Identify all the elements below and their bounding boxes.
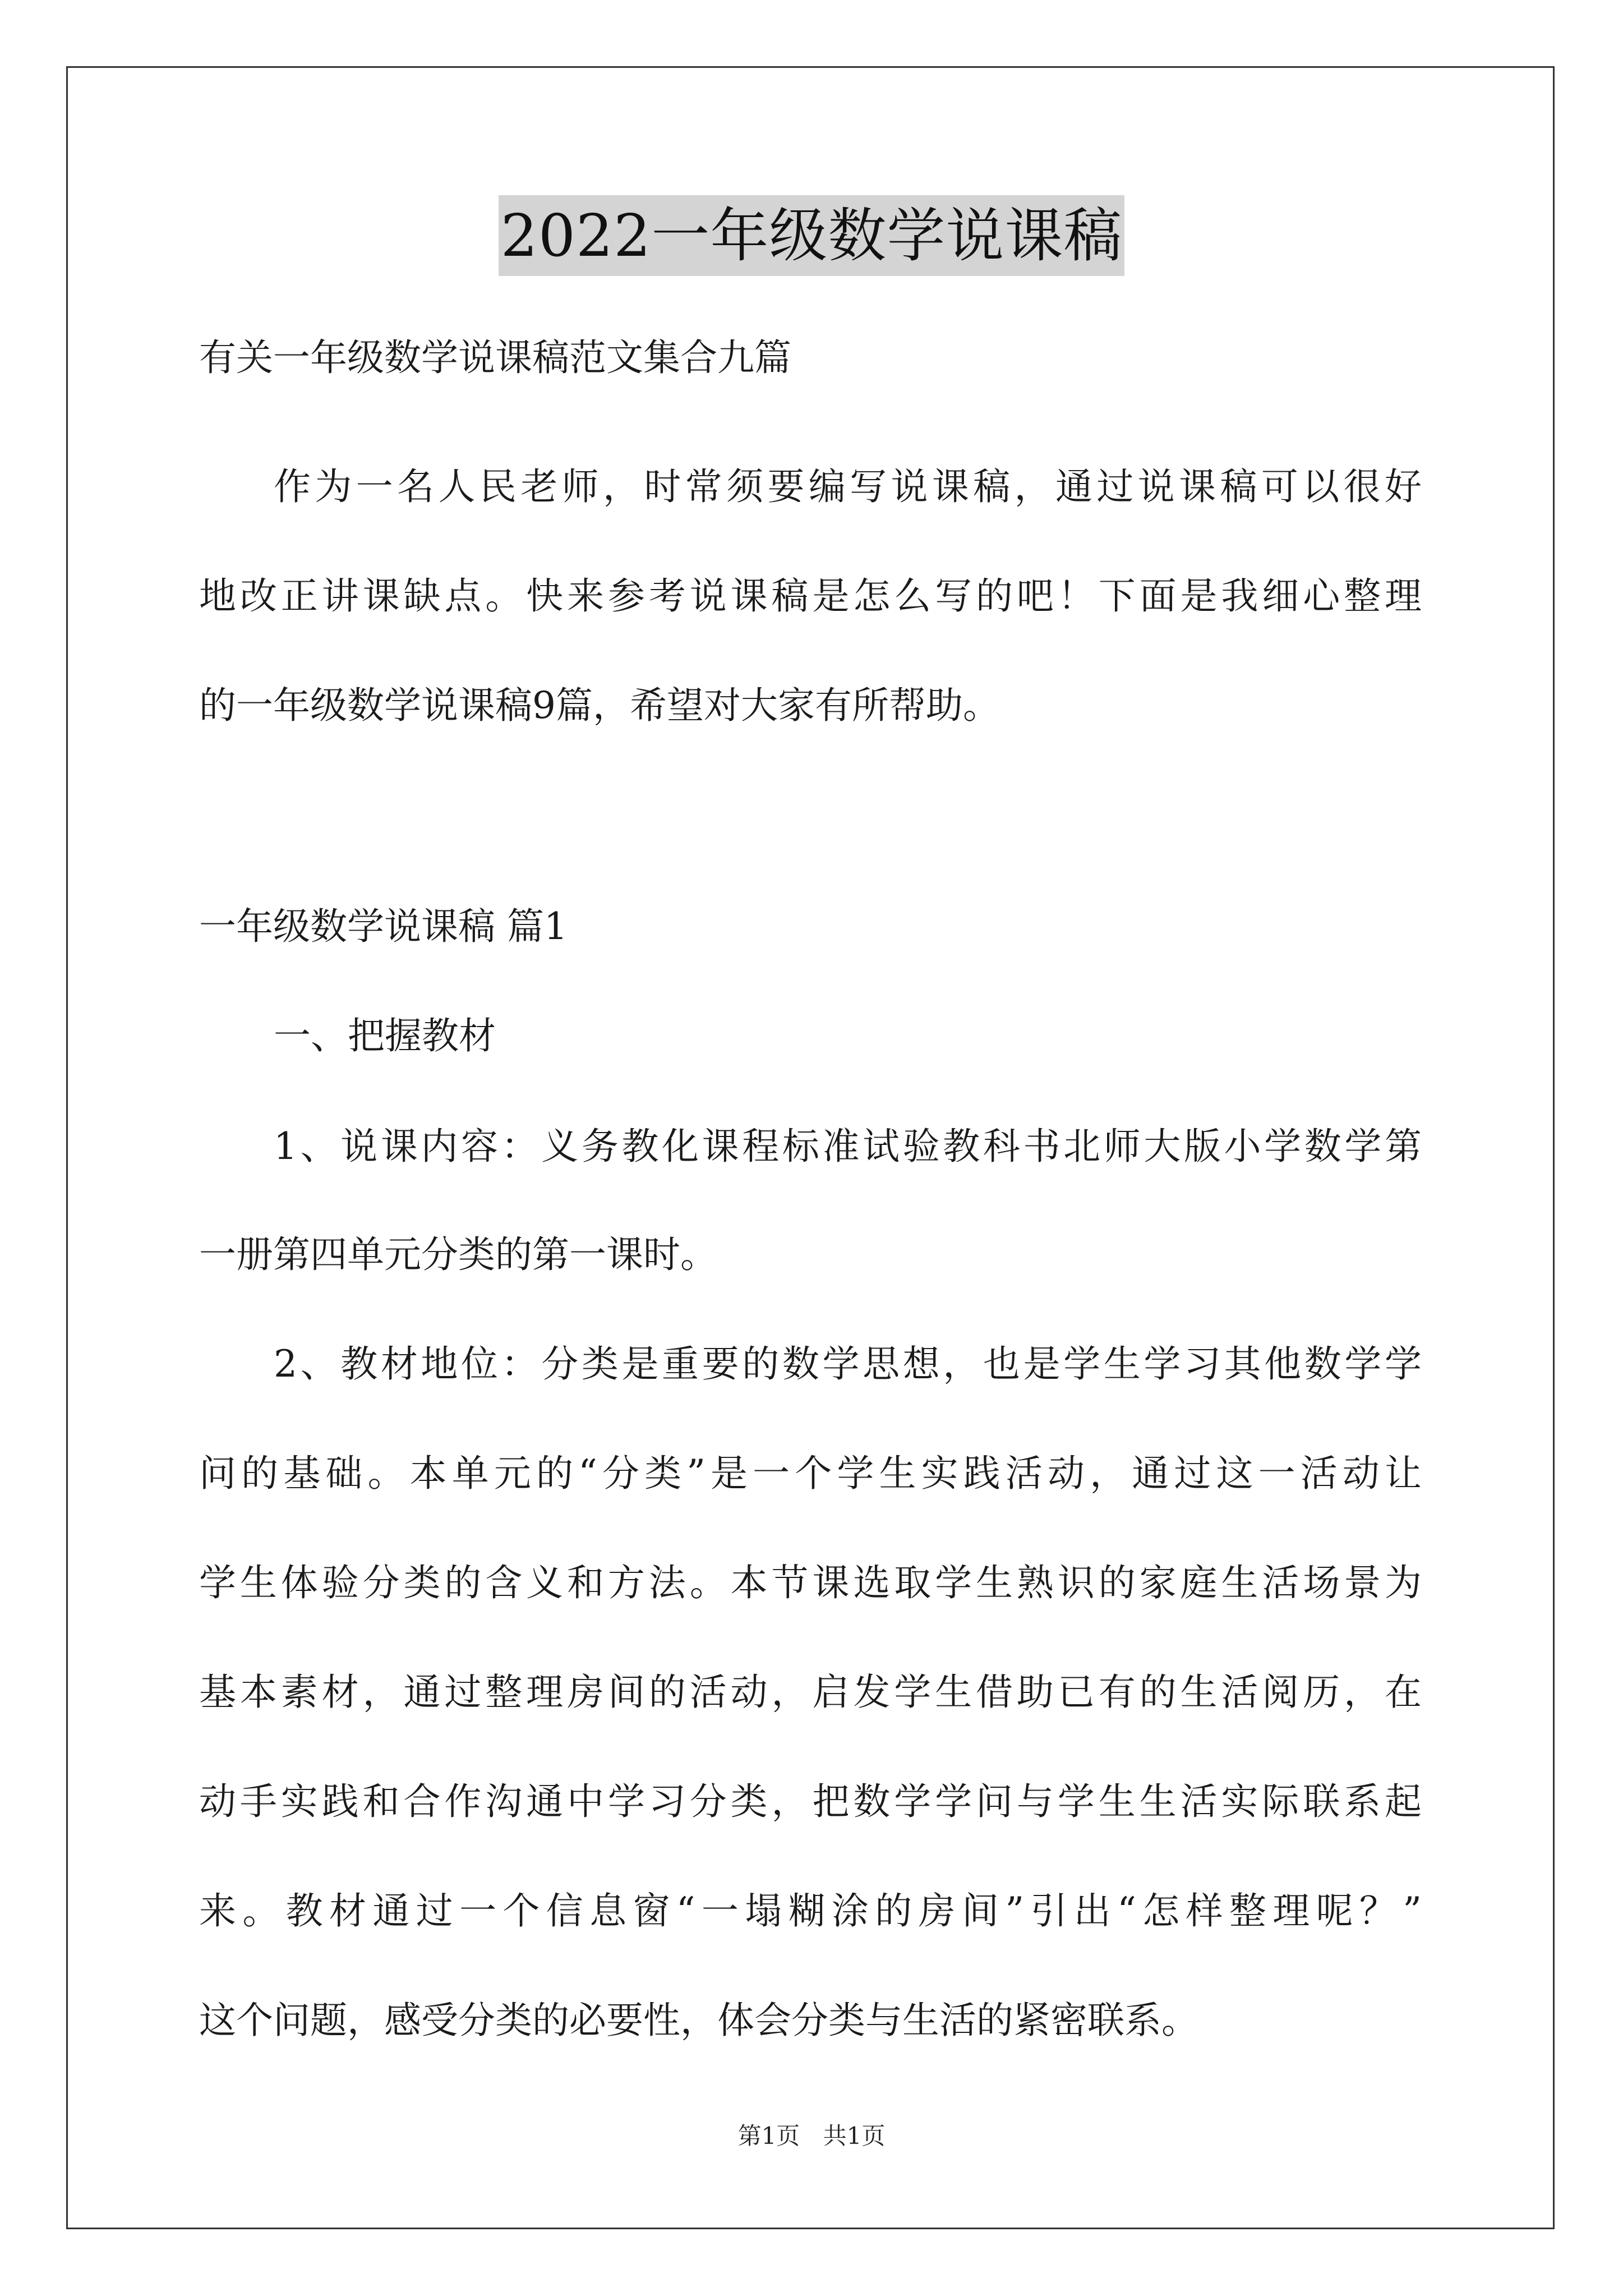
item2-line-5: 动手实践和合作沟通中学习分类，把数学学问与学生生活实际联系起 bbox=[199, 1780, 1422, 1823]
part-heading: 一、把握教材 bbox=[274, 1014, 496, 1057]
page-total: 共1页 bbox=[823, 2122, 886, 2150]
item1-line-1: 1、说课内容：义务教化课程标准试验教科书北师大版小学数学第 bbox=[274, 1125, 1422, 1168]
document-title: 2022一年级数学说课稿 bbox=[499, 195, 1125, 276]
item2-line-4: 基本素材，通过整理房间的活动，启发学生借助已有的生活阅历，在 bbox=[199, 1671, 1422, 1714]
page-number: 第1页 bbox=[737, 2122, 800, 2150]
item2-line-1: 2、教材地位：分类是重要的数学思想，也是学生学习其他数学学 bbox=[274, 1342, 1422, 1386]
page-footer bbox=[0, 2120, 1623, 2152]
item1-line-2: 一册第四单元分类的第一课时。 bbox=[199, 1233, 717, 1276]
item2-line-6: 来。教材通过一个信息窗“一塌糊涂的房间”引出“怎样整理呢？” bbox=[199, 1889, 1422, 1932]
section-heading: 一年级数学说课稿 篇1 bbox=[199, 905, 568, 948]
intro-line-1: 作为一名人民老师，时常须要编写说课稿，通过说课稿可以很好 bbox=[274, 465, 1422, 508]
item2-line-7: 这个问题，感受分类的必要性，体会分类与生活的紧密联系。 bbox=[199, 1999, 1198, 2042]
item2-line-3: 学生体验分类的含义和方法。本节课选取学生熟识的家庭生活场景为 bbox=[199, 1561, 1422, 1604]
title-container bbox=[0, 195, 1623, 276]
document-subtitle: 有关一年级数学说课稿范文集合九篇 bbox=[199, 336, 791, 379]
intro-line-3: 的一年级数学说课稿9篇，希望对大家有所帮助。 bbox=[199, 684, 1000, 727]
intro-line-2: 地改正讲课缺点。快来参考说课稿是怎么写的吧！下面是我细心整理 bbox=[199, 574, 1422, 618]
item2-line-2: 问的基础。本单元的“分类”是一个学生实践活动，通过这一活动让 bbox=[199, 1452, 1422, 1495]
